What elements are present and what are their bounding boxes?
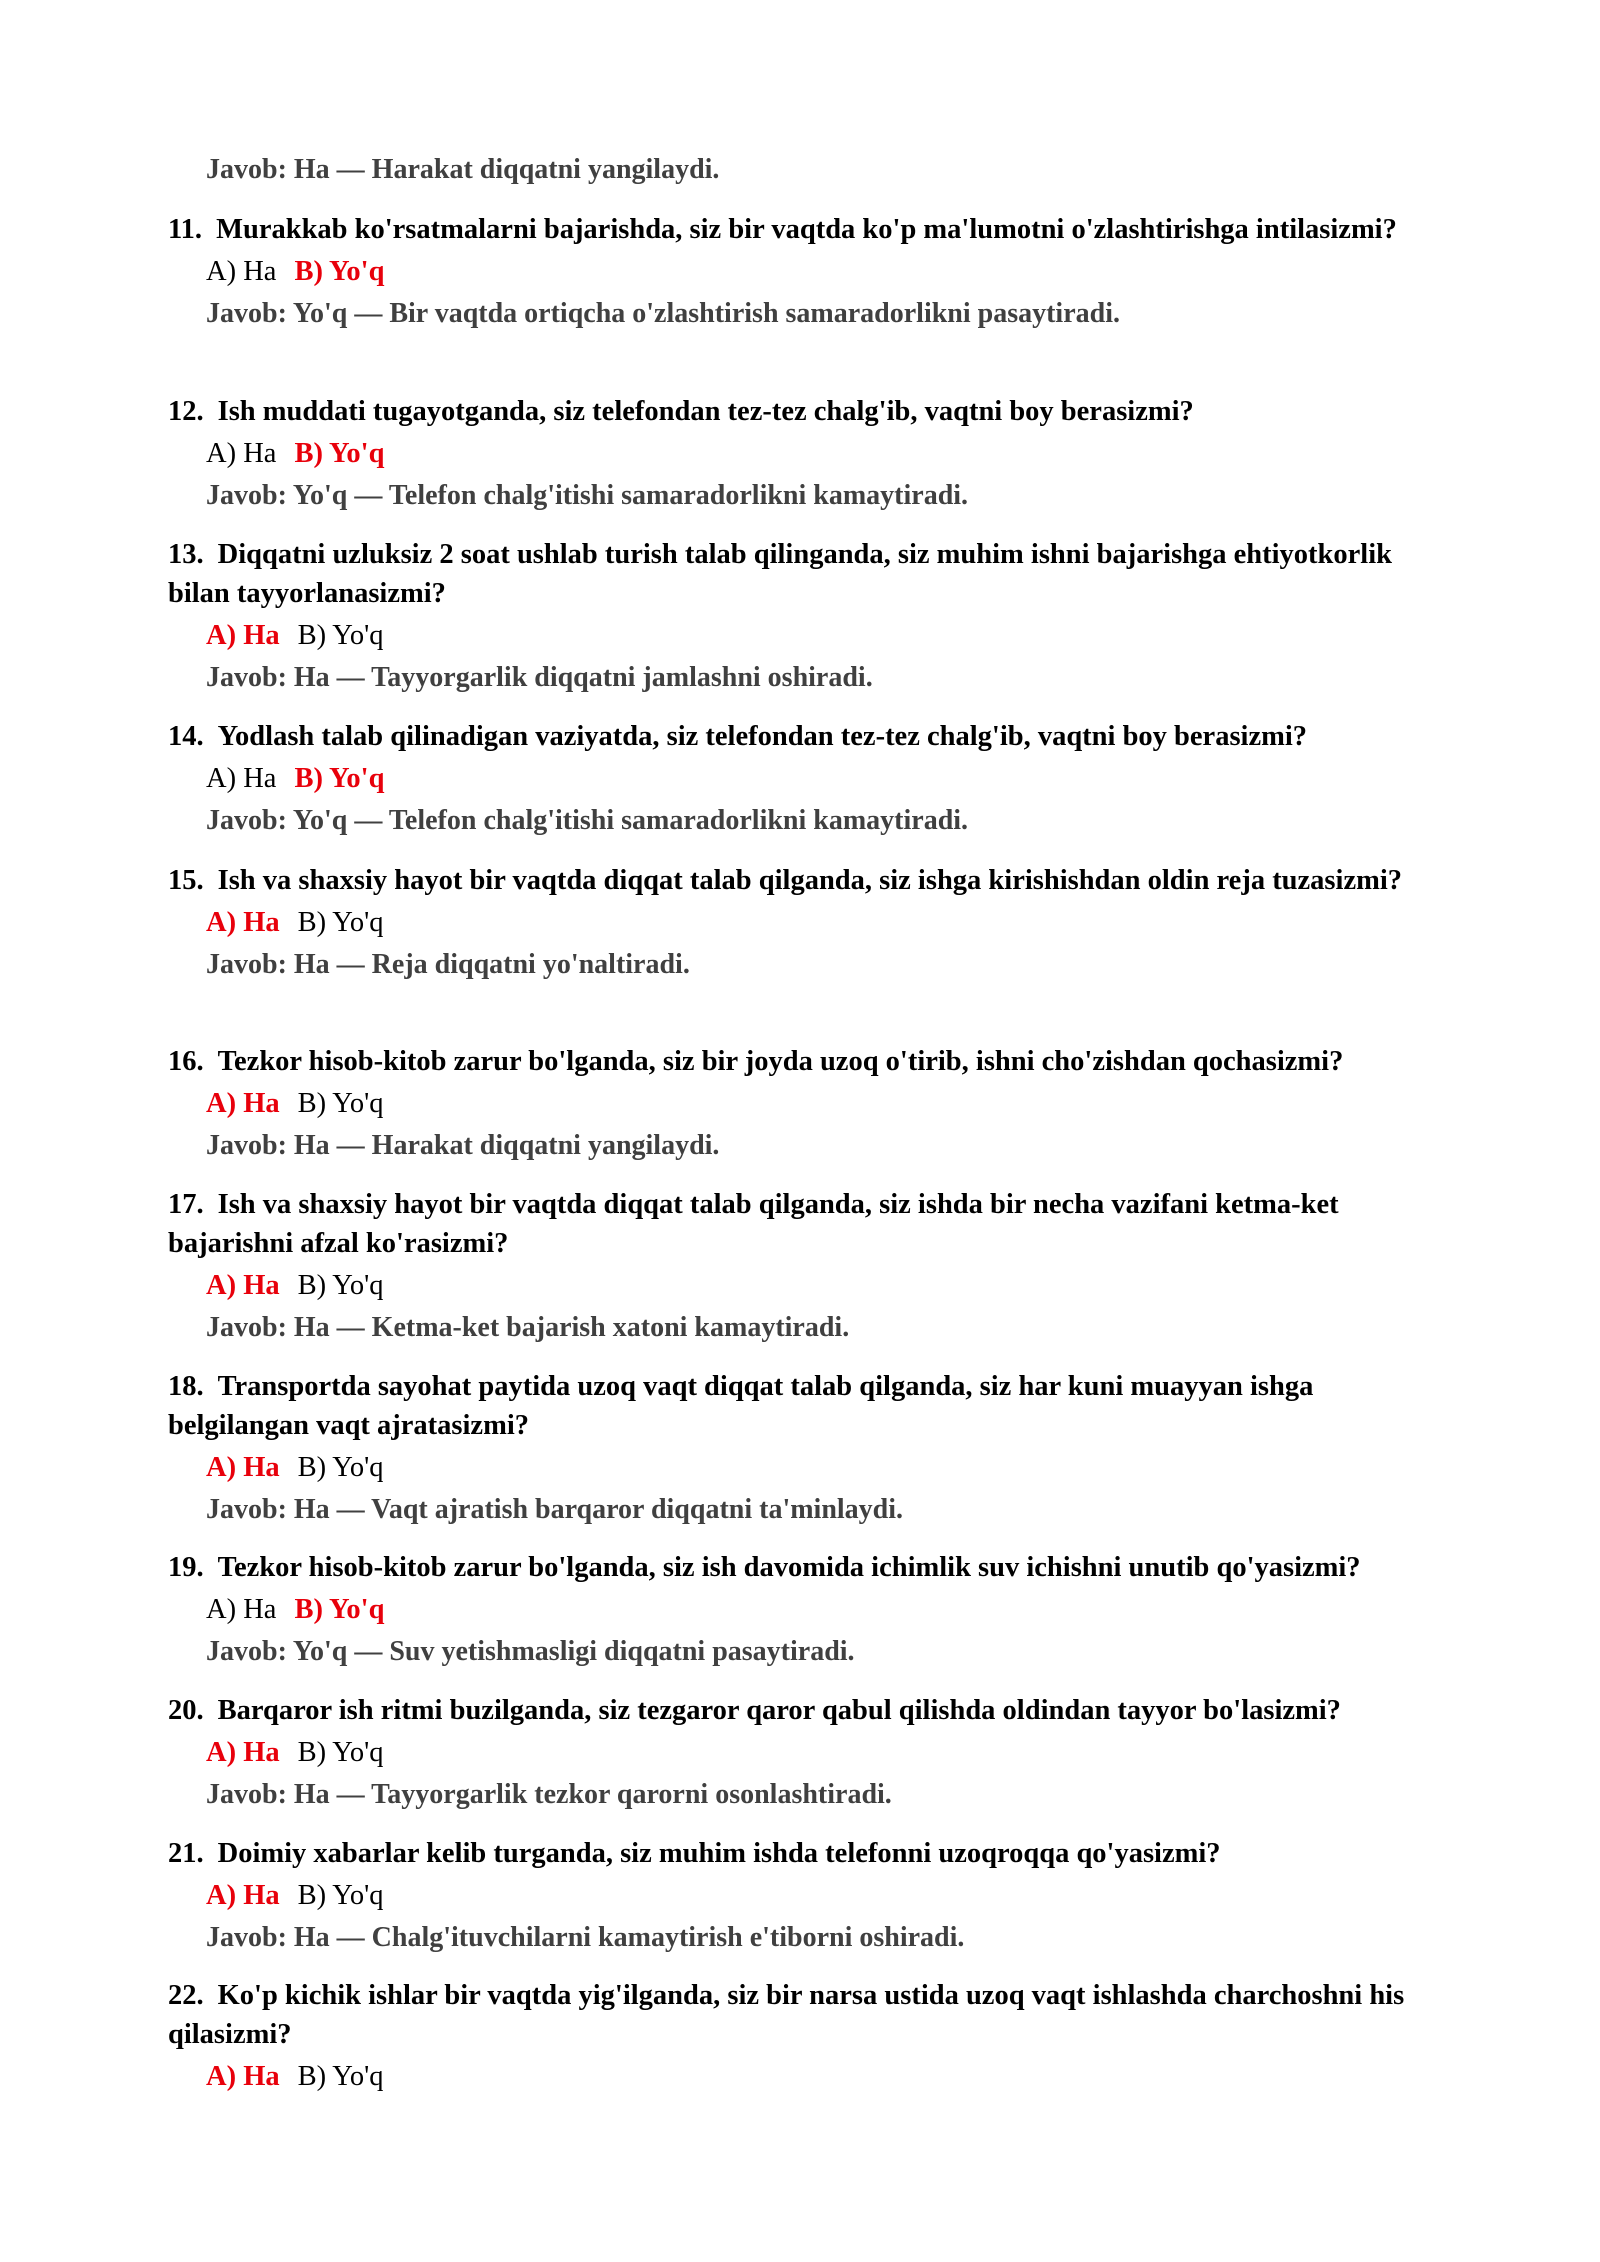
question-text: [168, 1367, 1448, 1445]
question-item: [168, 717, 1448, 842]
option-b: B) Yo'q: [297, 1880, 384, 1911]
question-number: 11.: [168, 214, 203, 245]
question-number: 16.: [168, 1046, 204, 1077]
answer-line: Javob: Yo'q — Suv yetishmasligi diqqatni pasaytiradi.: [206, 1636, 855, 1667]
question-number: 15.: [168, 865, 204, 896]
question-body: Tezkor hisob-kitob zarur bo'lganda, siz ish davomida ichimlik suv ichishni unutib qo'yasizmi?: [217, 1552, 1361, 1583]
option-a: A) Ha: [206, 763, 277, 794]
options: [206, 251, 1448, 293]
question-body: Ish va shaxsiy hayot bir vaqtda diqqat talab qilganda, siz ishda bir necha vazifani ketma-ket bajarishni afzal ko'rasizmi?: [168, 1189, 1339, 1259]
question-item: [168, 1834, 1448, 1959]
option-a: A) Ha: [206, 907, 280, 938]
question-item: [168, 535, 1448, 699]
question-number: 20.: [168, 1695, 204, 1726]
question-number: 14.: [168, 721, 204, 752]
question-item: [168, 210, 1448, 335]
question-item: [168, 392, 1448, 517]
question-number: 13.: [168, 539, 204, 570]
question-text: [168, 717, 1448, 756]
question-body: Tezkor hisob-kitob zarur bo'lganda, siz bir joyda uzoq o'tirib, ishni cho'zishdan qochasizmi?: [217, 1046, 1344, 1077]
question-number: 21.: [168, 1838, 204, 1869]
question-body: Barqaror ish ritmi buzilganda, siz tezgaror qaror qabul qilishda oldindan tayyor bo'lasizmi?: [217, 1695, 1341, 1726]
question-item: [168, 1367, 1448, 1531]
option-b: B) Yo'q: [294, 256, 385, 287]
answer-line: Javob: Ha — Vaqt ajratish barqaror diqqatni ta'minlaydi.: [206, 1494, 904, 1525]
question-body: Ish muddati tugayotganda, siz telefondan tez-tez chalg'ib, vaqtni boy berasizmi?: [217, 396, 1194, 427]
question-item: [168, 861, 1448, 986]
question-item: [168, 1042, 1448, 1167]
question-item: [168, 1548, 1448, 1673]
question-body: Doimiy xabarlar kelib turganda, siz muhim ishda telefonni uzoqroqqa qo'yasizmi?: [217, 1838, 1221, 1869]
option-b: B) Yo'q: [297, 1270, 384, 1301]
options: [206, 1083, 1448, 1125]
question-body: Diqqatni uzluksiz 2 soat ushlab turish talab qilinganda, siz muhim ishni bajarishga ehtiyotkorlik bilan tayyorlanasizmi?: [168, 539, 1392, 609]
options: [206, 1447, 1448, 1489]
option-b: B) Yo'q: [297, 1737, 384, 1768]
option-a: A) Ha: [206, 1088, 280, 1119]
option-b: B) Yo'q: [297, 907, 384, 938]
question-text: [168, 1976, 1448, 2054]
question-number: 17.: [168, 1189, 204, 1220]
question-number: 12.: [168, 396, 204, 427]
question-number: 18.: [168, 1371, 204, 1402]
option-b: B) Yo'q: [294, 438, 385, 469]
options: [206, 615, 1448, 657]
question-body: Yodlash talab qilinadigan vaziyatda, siz telefondan tez-tez chalg'ib, vaqtni boy berasizmi?: [217, 721, 1308, 752]
option-b: B) Yo'q: [294, 1594, 385, 1625]
answer-line: Javob: Yo'q — Telefon chalg'itishi samaradorlikni kamaytiradi.: [206, 805, 969, 836]
options: [206, 433, 1448, 475]
answer-line: Javob: Ha — Ketma-ket bajarish xatoni kamaytiradi.: [206, 1312, 850, 1343]
question-item: [168, 1185, 1448, 1349]
question-number: 22.: [168, 1980, 204, 2011]
option-b: B) Yo'q: [297, 1452, 384, 1483]
options: [206, 1265, 1448, 1307]
options: [206, 758, 1448, 800]
answer-line: Javob: Yo'q — Telefon chalg'itishi samaradorlikni kamaytiradi.: [206, 480, 969, 511]
question-item: [168, 1691, 1448, 1816]
option-a: A) Ha: [206, 1594, 277, 1625]
question-text: [168, 1185, 1448, 1263]
question-text: [168, 392, 1448, 431]
question-body: Ko'p kichik ishlar bir vaqtda yig'ilganda, siz bir narsa ustida uzoq vaqt ishlashda charchoshni his qilasizmi?: [168, 1980, 1405, 2050]
option-a: A) Ha: [206, 2061, 280, 2092]
answer-line: Javob: Ha — Tayyorgarlik diqqatni jamlashni oshiradi.: [206, 662, 873, 693]
options: [206, 1875, 1448, 1917]
options: [206, 1589, 1448, 1631]
question-text: [168, 1548, 1448, 1587]
answer-line: Javob: Yo'q — Bir vaqtda ortiqcha o'zlashtirish samaradorlikni pasaytiradi.: [206, 298, 1120, 329]
answer-line: Javob: Ha — Harakat diqqatni yangilaydi.: [206, 154, 720, 185]
option-a: A) Ha: [206, 1737, 280, 1768]
option-a: A) Ha: [206, 1452, 280, 1483]
option-b: B) Yo'q: [297, 620, 384, 651]
option-b: B) Yo'q: [297, 1088, 384, 1119]
question-text: [168, 210, 1448, 249]
question-text: [168, 861, 1448, 900]
question-body: Murakkab ko'rsatmalarni bajarishda, siz bir vaqtda ko'p ma'lumotni o'zlashtirishga intilasizmi?: [216, 214, 1397, 245]
question-number: 19.: [168, 1552, 204, 1583]
question-text: [168, 1691, 1448, 1730]
question-body: Transportda sayohat paytida uzoq vaqt diqqat talab qilganda, siz har kuni muayyan ishga belgilangan vaqt ajratasizmi?: [168, 1371, 1314, 1441]
option-a: A) Ha: [206, 256, 277, 287]
option-a: A) Ha: [206, 620, 280, 651]
option-b: B) Yo'q: [294, 763, 385, 794]
option-a: A) Ha: [206, 438, 277, 469]
option-a: A) Ha: [206, 1880, 280, 1911]
answer-line: Javob: Ha — Tayyorgarlik tezkor qarorni osonlashtiradi.: [206, 1779, 892, 1810]
question-text: [168, 1042, 1448, 1081]
answer-line: Javob: Ha — Reja diqqatni yo'naltiradi.: [206, 949, 690, 980]
answer-line: Javob: Ha — Chalg'ituvchilarni kamaytirish e'tiborni oshiradi.: [206, 1922, 965, 1953]
options: [206, 1732, 1448, 1774]
question-item: [168, 1976, 1448, 2098]
question-text: [168, 535, 1448, 613]
answer-line: Javob: Ha — Harakat diqqatni yangilaydi.: [206, 1130, 720, 1161]
options: [206, 2056, 1448, 2098]
question-text: [168, 1834, 1448, 1873]
question-body: Ish va shaxsiy hayot bir vaqtda diqqat talab qilganda, siz ishga kirishishdan oldin reja tuzasizmi?: [217, 865, 1403, 896]
options: [206, 902, 1448, 944]
option-a: A) Ha: [206, 1270, 280, 1301]
option-b: B) Yo'q: [297, 2061, 384, 2092]
